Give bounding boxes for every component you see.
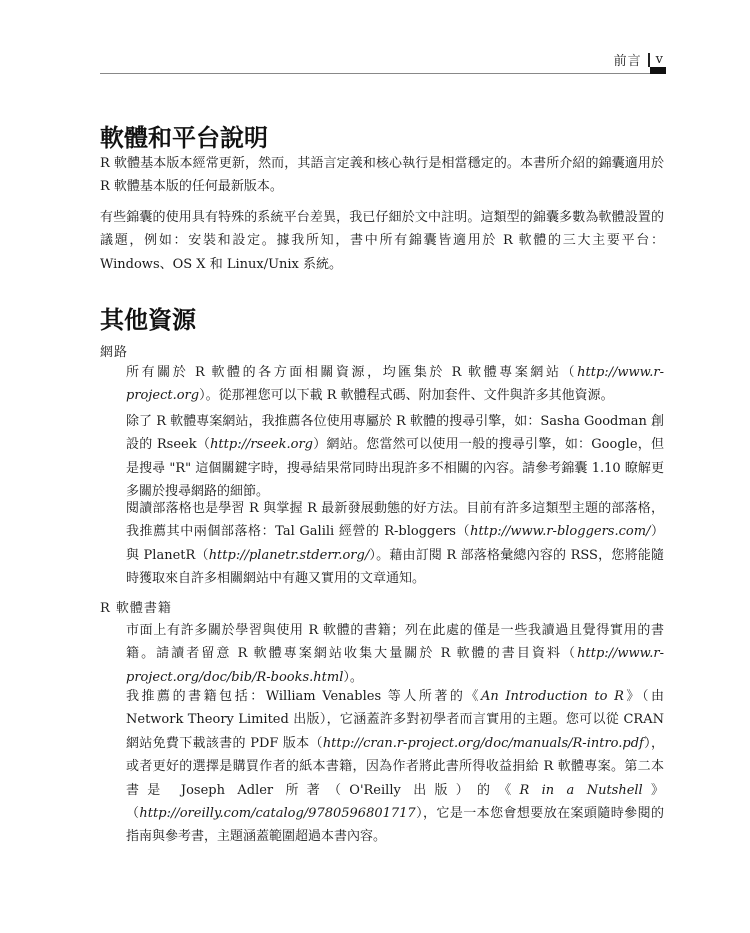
link-planetr[interactable]: http://planetr.stderr.org/ xyxy=(208,547,370,563)
paragraph-book-recommendations: 我推薦的書籍包括：William Venables 等人所著的《An Introduction to R》（由 Network Theory Limited 出版），它涵蓋許多對初學者而言實用的主題。您可以從 CRAN 網站免費下載該書的 PDF 版本（http://cran.r-project.org/doc/manuals/R-intro.pdf），或者更好的選擇是購買作者的紙本書籍，因為作者將此書所得收益捐給 R 軟體專案。第二本書是 Joseph Adler 所著（O'Reilly 出版）的《R in a Nutshell》（http://oreilly.com/catalog/9780596801717），它是一本您會想要放在案頭隨時參閱的指南與參考書，主題涵蓋範圍超過本書內容。 xyxy=(126,689,664,845)
link-r-intro-pdf[interactable]: http://cran.r-project.org/doc/manuals/R-intro.pdf xyxy=(322,735,644,751)
section-title-software: 軟體和平台說明 xyxy=(100,124,268,152)
header-rule xyxy=(100,73,660,74)
paragraph-platforms: 有些錦囊的使用具有特殊的系統平台差異，我已仔細於文中註明。這類型的錦囊多數為軟體設置的議題，例如：安裝和設定。據我所知，書中所有錦囊皆適用於 R 軟體的三大主要平台： Windows、OS X 和 Linux/Unix 系統。 xyxy=(100,210,664,272)
subheading-r-books: R 軟體書籍 xyxy=(100,601,172,616)
page-number: v xyxy=(655,52,664,67)
header-divider xyxy=(648,53,650,67)
paragraph-books-intro: 市面上有許多關於學習與使用 R 軟體的書籍；列在此處的僅是一些我讀過且覺得實用的書籍。請讀者留意 R 軟體專案網站收集大量關於 R 軟體的書目資料（http://www.r-project.org/doc/bib/R-books.html）。 xyxy=(126,623,664,685)
link-r-project[interactable]: http://www.r-project.org xyxy=(126,365,664,404)
link-r-bloggers[interactable]: http://www.r-bloggers.com/ xyxy=(470,524,651,540)
header-tab-marker xyxy=(650,67,666,74)
paragraph-versions: R 軟體基本版本經常更新，然而，其語言定義和核心執行是相當穩定的。本書所介紹的錦囊適用於 R 軟體基本版的任何最新版本。 xyxy=(100,156,664,195)
subheading-web: 網路 xyxy=(100,345,129,360)
link-rseek[interactable]: http://rseek.org xyxy=(210,437,313,453)
link-r-books[interactable]: http://www.r-project.org/doc/bib/R-books.html xyxy=(126,646,664,685)
section-title-resources: 其他資源 xyxy=(100,306,196,334)
header-section: 前言 xyxy=(613,54,642,69)
link-oreilly-catalog[interactable]: http://oreilly.com/catalog/9780596801717 xyxy=(139,806,416,822)
paragraph-blogs: 閱讀部落格也是學習 R 與掌握 R 最新發展動態的好方法。目前有許多這類型主題的部落格，我推薦其中兩個部落格：Tal Galili 經營的 R-bloggers（http://www.r-bloggers.com/）與 PlanetR（http://planetr.stderr.org/）。藉由訂閱 R 部落格彙總內容的 RSS，您將能隨時獲取來自許多相關網站中有趣又實用的文章通知。 xyxy=(126,501,664,587)
book-title-r-in-a-nutshell: R in a Nutshell xyxy=(519,782,643,798)
paragraph-r-project: 所有關於 R 軟體的各方面相關資源，均匯集於 R 軟體專案網站（http://www.r-project.org）。從那裡您可以下載 R 軟體程式碼、附加套件、文件與許多其他資源。 xyxy=(126,365,664,404)
book-title-intro-to-r: An Introduction to R xyxy=(480,689,624,704)
paragraph-rseek: 除了 R 軟體專案網站，我推薦各位使用專屬於 R 軟體的搜尋引擎，如：Sasha Goodman 創設的 Rseek（http://rseek.org）網站。您當然可以使用一般的搜尋引擎，如：Google，但是搜尋 "R" 這個關鍵字時，搜尋結果常同時出現許多不相關的內容。請參考錦囊 1.10 瞭解更多關於搜尋網路的細節。 xyxy=(126,414,664,500)
